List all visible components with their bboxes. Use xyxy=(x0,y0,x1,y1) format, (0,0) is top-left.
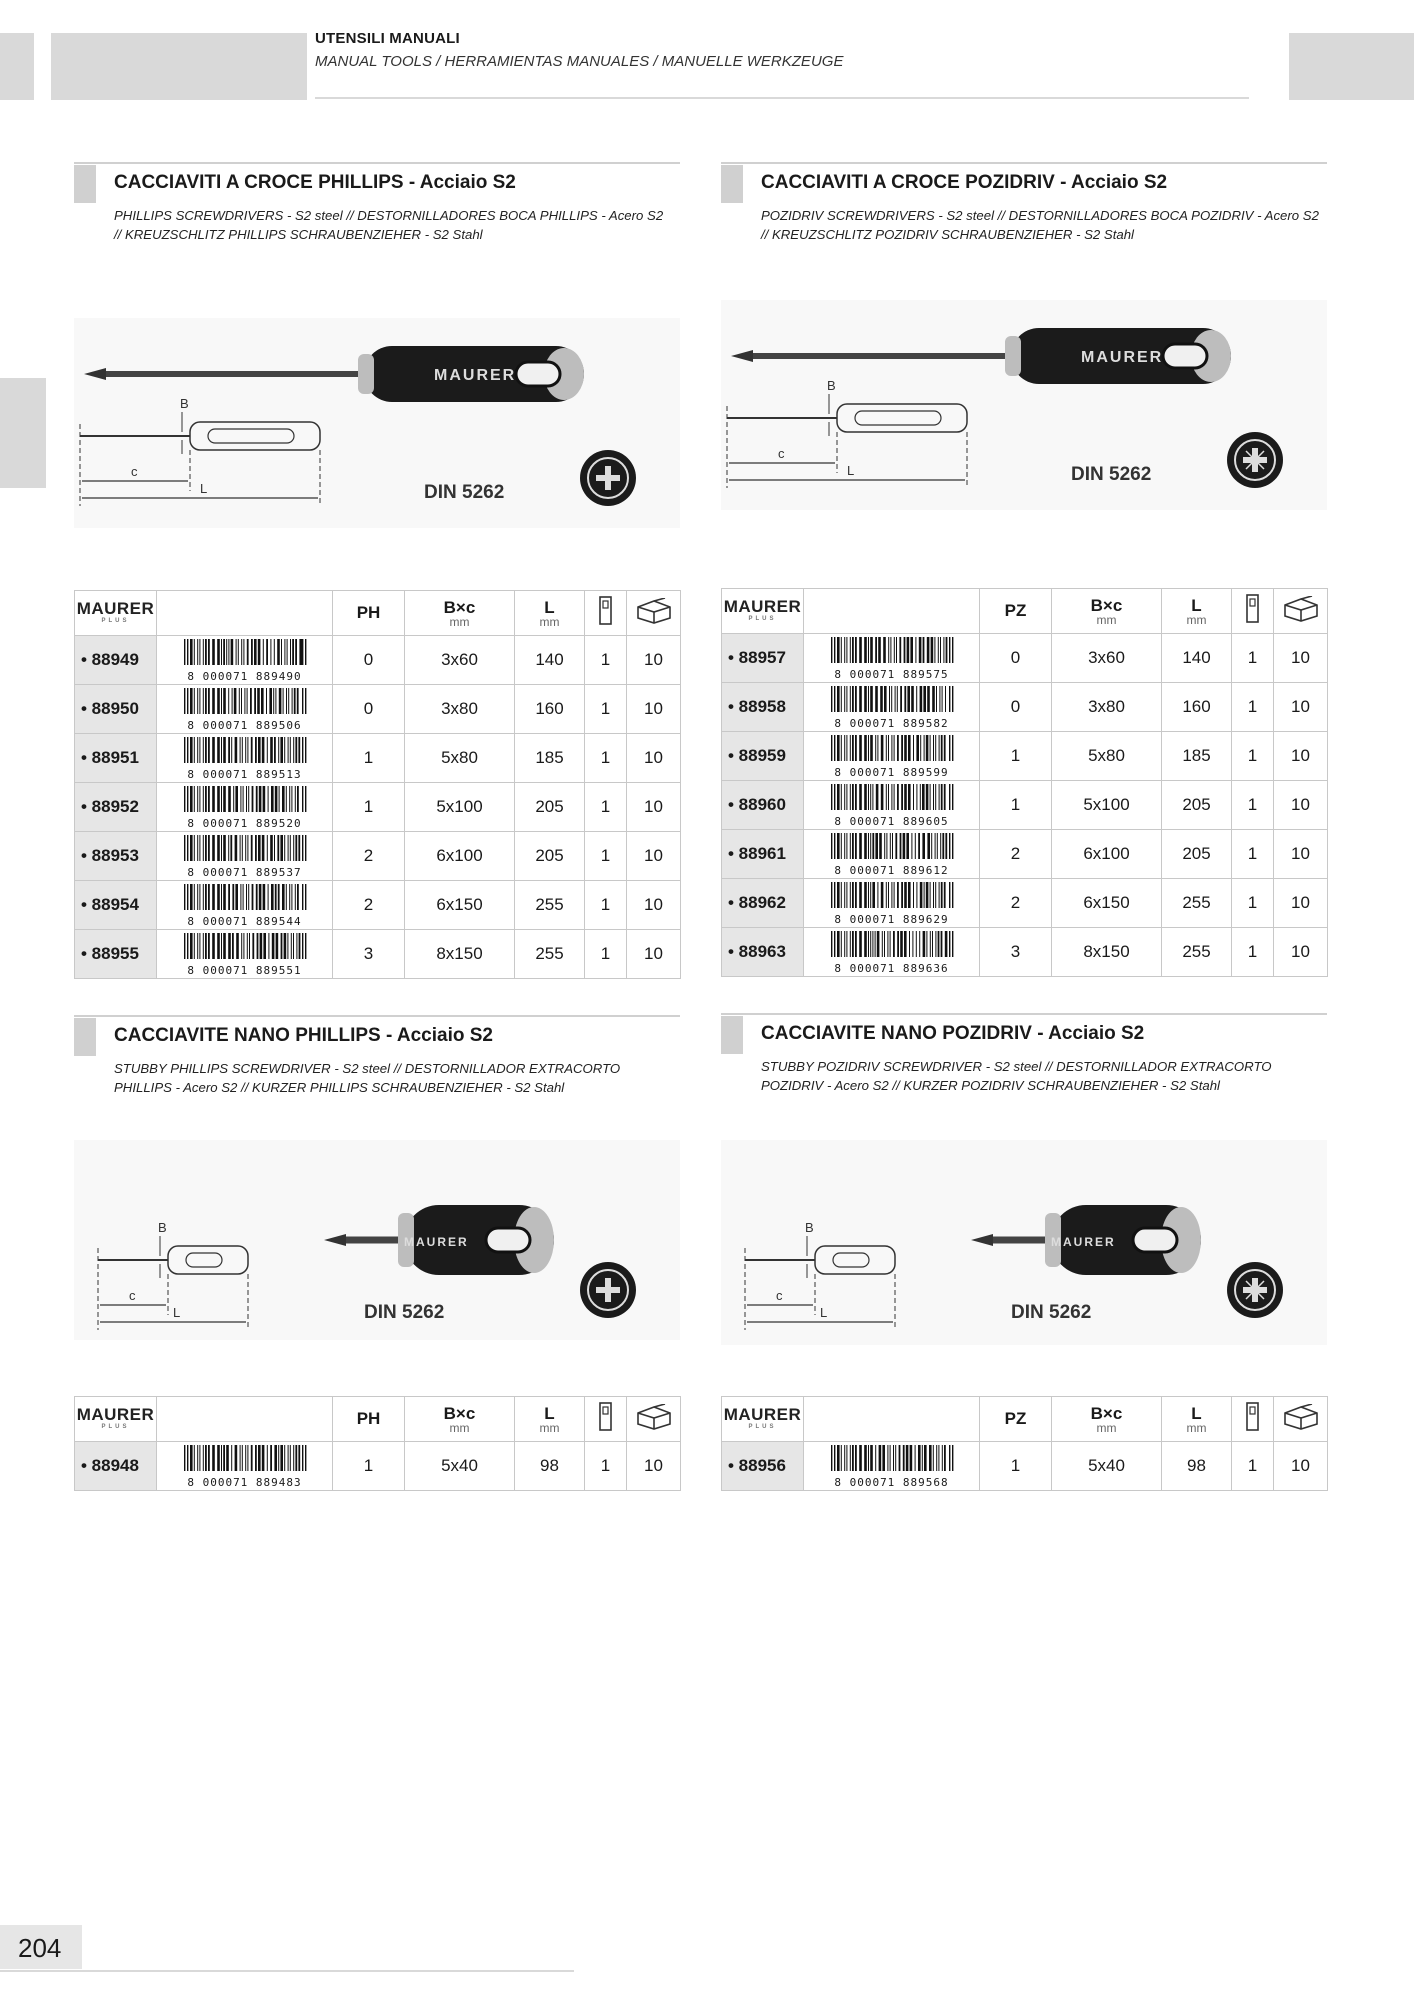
unit-pack-icon xyxy=(1232,589,1274,634)
table-header-row xyxy=(75,591,681,636)
box-qty: 10 xyxy=(1274,781,1328,830)
unit-qty: 1 xyxy=(1232,879,1274,928)
article-code: • 88962 xyxy=(722,879,804,928)
svg-text:B: B xyxy=(158,1220,167,1235)
barcode-icon xyxy=(180,639,310,670)
blade-size: 6x150 xyxy=(1052,879,1162,928)
svg-text:c: c xyxy=(129,1288,136,1303)
blade-size: 3x60 xyxy=(405,636,515,685)
section-description: PHILLIPS SCREWDRIVERS - S2 steel // DESTORNILLADORES BOCA PHILLIPS - Acero S2 // KREUZSCHLITZ PHILLIPS SCHRAUBENZIEHER - S2 Stahl xyxy=(114,208,664,242)
article-code: • 88954 xyxy=(75,881,157,930)
ean-number: 8 000071 889537 xyxy=(187,865,302,879)
length-header: L mm xyxy=(1162,589,1232,634)
table-header-row xyxy=(75,1397,681,1442)
ean-barcode xyxy=(804,830,980,879)
svg-text:c: c xyxy=(131,464,138,479)
product-table-phillips xyxy=(74,590,681,979)
unit-pack-icon xyxy=(585,591,627,636)
ean-number: 8 000071 889582 xyxy=(834,716,949,730)
total-length: 205 xyxy=(515,832,585,881)
ean-number: 8 000071 889544 xyxy=(187,914,302,928)
barcode-icon xyxy=(180,933,310,964)
section-title: CACCIAVITI A CROCE PHILLIPS - Acciaio S2 xyxy=(114,172,516,193)
blade-size: 5x100 xyxy=(1052,781,1162,830)
unit-qty: 1 xyxy=(585,930,627,979)
section-divider xyxy=(721,1013,1327,1015)
screwdriver-drawing xyxy=(74,1140,680,1340)
tip-size-header: PH xyxy=(333,1397,405,1442)
article-code: • 88961 xyxy=(722,830,804,879)
article-code: • 88948 xyxy=(75,1442,157,1491)
total-length: 98 xyxy=(515,1442,585,1491)
box-qty: 10 xyxy=(627,685,681,734)
ean-number: 8 000071 889636 xyxy=(834,961,949,975)
total-length: 160 xyxy=(515,685,585,734)
ean-barcode xyxy=(157,734,333,783)
table-row xyxy=(722,732,1328,781)
svg-text:B: B xyxy=(180,396,189,411)
blade-size: 5x40 xyxy=(1052,1442,1162,1491)
section-title: CACCIAVITE NANO PHILLIPS - Acciaio S2 xyxy=(114,1025,493,1046)
barcode-icon xyxy=(827,833,957,864)
unit-pack-icon xyxy=(1232,1397,1274,1442)
ean-barcode xyxy=(157,636,333,685)
ean-barcode xyxy=(804,928,980,977)
barcode-icon xyxy=(180,884,310,915)
table-row xyxy=(75,685,681,734)
box-qty: 10 xyxy=(627,783,681,832)
ean-barcode xyxy=(157,930,333,979)
tip-size: 3 xyxy=(980,928,1052,977)
total-length: 98 xyxy=(1162,1442,1232,1491)
svg-text:L: L xyxy=(847,463,855,478)
svg-text:L: L xyxy=(173,1305,181,1320)
brand-logo: MAURER PLUS xyxy=(722,589,804,634)
section-description: POZIDRIV SCREWDRIVERS - S2 steel // DESTORNILLADORES BOCA POZIDRIV - Acero S2 // KREUZSCHLITZ POZIDRIV SCHRAUBENZIEHER - S2 Stahl xyxy=(761,208,1319,242)
length-header: L mm xyxy=(515,591,585,636)
section-divider xyxy=(74,1015,680,1017)
table-row xyxy=(722,879,1328,928)
blade-size: 8x150 xyxy=(1052,928,1162,977)
total-length: 185 xyxy=(1162,732,1232,781)
screwdriver-drawing xyxy=(721,300,1327,510)
svg-text:DIN 5262: DIN 5262 xyxy=(1011,1302,1092,1323)
article-code: • 88953 xyxy=(75,832,157,881)
ean-number: 8 000071 889605 xyxy=(834,814,949,828)
total-length: 140 xyxy=(1162,634,1232,683)
blade-size: 8x150 xyxy=(405,930,515,979)
barcode-icon xyxy=(827,882,957,913)
total-length: 185 xyxy=(515,734,585,783)
unit-qty: 1 xyxy=(1232,732,1274,781)
unit-qty: 1 xyxy=(585,832,627,881)
svg-text:L: L xyxy=(200,481,208,496)
tip-size: 2 xyxy=(333,832,405,881)
table-row xyxy=(75,930,681,979)
total-length: 205 xyxy=(515,783,585,832)
bxc-header: B×c mm xyxy=(405,1397,515,1442)
article-code: • 88949 xyxy=(75,636,157,685)
product-image-phillips xyxy=(74,318,680,528)
section-stubby-phillips xyxy=(74,1015,680,1095)
ean-barcode xyxy=(804,879,980,928)
bxc-header: B×c mm xyxy=(1052,589,1162,634)
svg-text:DIN 5262: DIN 5262 xyxy=(364,1302,445,1323)
tip-size: 0 xyxy=(980,634,1052,683)
blade-size: 5x80 xyxy=(405,734,515,783)
box-qty: 10 xyxy=(1274,683,1328,732)
screwdriver-drawing xyxy=(721,1140,1327,1345)
header-grey-band xyxy=(51,33,307,100)
unit-qty: 1 xyxy=(1232,830,1274,879)
blade-size: 3x80 xyxy=(405,685,515,734)
box-pack-icon xyxy=(627,1397,681,1442)
blade-size: 6x100 xyxy=(1052,830,1162,879)
total-length: 205 xyxy=(1162,781,1232,830)
ean-barcode xyxy=(804,781,980,830)
brand-logo: MAURER PLUS xyxy=(75,591,157,636)
barcode-header xyxy=(157,591,333,636)
section-title: CACCIAVITE NANO POZIDRIV - Acciaio S2 xyxy=(761,1023,1145,1044)
ean-barcode xyxy=(804,634,980,683)
total-length: 160 xyxy=(1162,683,1232,732)
total-length: 255 xyxy=(515,930,585,979)
ean-barcode xyxy=(157,832,333,881)
length-header: L mm xyxy=(1162,1397,1232,1442)
barcode-icon xyxy=(827,784,957,815)
box-qty: 10 xyxy=(627,734,681,783)
product-image-stubby-phillips xyxy=(74,1140,680,1340)
bxc-header: B×c mm xyxy=(1052,1397,1162,1442)
tip-size: 0 xyxy=(333,685,405,734)
section-divider xyxy=(74,162,680,164)
svg-text:MAURER: MAURER xyxy=(434,367,517,384)
svg-text:B: B xyxy=(827,378,836,393)
box-pack-icon xyxy=(1274,589,1328,634)
article-code: • 88963 xyxy=(722,928,804,977)
table-row xyxy=(75,832,681,881)
svg-text:MAURER: MAURER xyxy=(1051,1235,1116,1249)
table-row xyxy=(722,781,1328,830)
tip-size: 0 xyxy=(333,636,405,685)
table-header-row xyxy=(722,1397,1328,1442)
tip-size: 0 xyxy=(980,683,1052,732)
tip-size: 1 xyxy=(333,1442,405,1491)
section-pozidriv xyxy=(721,162,1327,242)
box-qty: 10 xyxy=(1274,732,1328,781)
section-marker xyxy=(721,165,743,203)
unit-pack-icon xyxy=(585,1397,627,1442)
box-qty: 10 xyxy=(627,881,681,930)
side-tab-marker xyxy=(0,378,46,488)
unit-qty: 1 xyxy=(585,685,627,734)
table-row xyxy=(722,928,1328,977)
ean-number: 8 000071 889575 xyxy=(834,667,949,681)
svg-text:c: c xyxy=(778,446,785,461)
svg-text:L: L xyxy=(820,1305,828,1320)
unit-qty: 1 xyxy=(1232,1442,1274,1491)
barcode-icon xyxy=(180,737,310,768)
blade-size: 6x150 xyxy=(405,881,515,930)
svg-text:c: c xyxy=(776,1288,783,1303)
tip-size: 3 xyxy=(333,930,405,979)
product-table-stubby-pozidriv xyxy=(721,1396,1328,1491)
unit-qty: 1 xyxy=(585,1442,627,1491)
tip-size: 1 xyxy=(980,781,1052,830)
product-table-stubby-phillips xyxy=(74,1396,681,1491)
ean-barcode xyxy=(804,1442,980,1491)
product-table-pozidriv xyxy=(721,588,1328,977)
unit-qty: 1 xyxy=(585,881,627,930)
brand-logo: MAURER PLUS xyxy=(722,1397,804,1442)
blade-size: 3x60 xyxy=(1052,634,1162,683)
total-length: 255 xyxy=(1162,879,1232,928)
unit-qty: 1 xyxy=(585,636,627,685)
table-row xyxy=(722,683,1328,732)
box-qty: 10 xyxy=(627,832,681,881)
section-description: STUBBY PHILLIPS SCREWDRIVER - S2 steel // DESTORNILLADOR EXTRACORTO PHILLIPS - Acero S2 // KURZER PHILLIPS SCHRAUBENZIEHER - S2 Stahl xyxy=(114,1061,621,1095)
article-code: • 88958 xyxy=(722,683,804,732)
unit-qty: 1 xyxy=(1232,781,1274,830)
header-divider xyxy=(315,97,1249,99)
article-code: • 88950 xyxy=(75,685,157,734)
tip-size-header: PZ xyxy=(980,589,1052,634)
barcode-icon xyxy=(180,1445,310,1476)
ean-barcode xyxy=(804,683,980,732)
barcode-icon xyxy=(180,688,310,719)
header-grey-right xyxy=(1289,33,1414,100)
box-qty: 10 xyxy=(1274,634,1328,683)
tip-size: 2 xyxy=(980,830,1052,879)
table-row xyxy=(722,1442,1328,1491)
svg-text:DIN 5262: DIN 5262 xyxy=(424,482,505,503)
ean-barcode xyxy=(804,732,980,781)
table-row xyxy=(722,634,1328,683)
ean-barcode xyxy=(157,685,333,734)
ean-number: 8 000071 889490 xyxy=(187,669,302,683)
blade-size: 3x80 xyxy=(1052,683,1162,732)
screwdriver-drawing xyxy=(74,318,680,528)
total-length: 140 xyxy=(515,636,585,685)
barcode-header xyxy=(804,589,980,634)
ean-number: 8 000071 889483 xyxy=(187,1475,302,1489)
barcode-icon xyxy=(827,1445,957,1476)
blade-size: 5x80 xyxy=(1052,732,1162,781)
svg-text:B: B xyxy=(805,1220,814,1235)
brand-logo: MAURER PLUS xyxy=(75,1397,157,1442)
section-divider xyxy=(721,162,1327,164)
ean-barcode xyxy=(157,1442,333,1491)
tip-size-header: PZ xyxy=(980,1397,1052,1442)
barcode-icon xyxy=(180,786,310,817)
box-pack-icon xyxy=(627,591,681,636)
length-header: L mm xyxy=(515,1397,585,1442)
ean-number: 8 000071 889513 xyxy=(187,767,302,781)
box-qty: 10 xyxy=(627,636,681,685)
article-code: • 88959 xyxy=(722,732,804,781)
ean-barcode xyxy=(157,881,333,930)
barcode-header xyxy=(157,1397,333,1442)
box-qty: 10 xyxy=(627,1442,681,1491)
ean-barcode xyxy=(157,783,333,832)
tip-size: 1 xyxy=(980,732,1052,781)
table-row xyxy=(75,636,681,685)
tip-size-header: PH xyxy=(333,591,405,636)
article-code: • 88957 xyxy=(722,634,804,683)
total-length: 255 xyxy=(1162,928,1232,977)
barcode-icon xyxy=(827,735,957,766)
section-phillips xyxy=(74,162,680,242)
barcode-icon xyxy=(827,637,957,668)
box-qty: 10 xyxy=(627,930,681,979)
section-title: CACCIAVITI A CROCE POZIDRIV - Acciaio S2 xyxy=(761,172,1168,193)
article-code: • 88951 xyxy=(75,734,157,783)
table-row xyxy=(75,734,681,783)
svg-text:MAURER: MAURER xyxy=(404,1235,469,1249)
unit-qty: 1 xyxy=(1232,683,1274,732)
tip-size: 1 xyxy=(333,783,405,832)
blade-size: 5x100 xyxy=(405,783,515,832)
box-qty: 10 xyxy=(1274,830,1328,879)
unit-qty: 1 xyxy=(585,783,627,832)
barcode-icon xyxy=(827,686,957,717)
box-pack-icon xyxy=(1274,1397,1328,1442)
total-length: 255 xyxy=(515,881,585,930)
page-header-subtitle: MANUAL TOOLS / HERRAMIENTAS MANUALES / MANUELLE WERKZEUGE xyxy=(315,53,844,70)
box-qty: 10 xyxy=(1274,879,1328,928)
section-marker xyxy=(74,165,96,203)
ean-number: 8 000071 889520 xyxy=(187,816,302,830)
table-header-row xyxy=(722,589,1328,634)
svg-text:DIN 5262: DIN 5262 xyxy=(1071,464,1152,485)
unit-qty: 1 xyxy=(1232,928,1274,977)
page-header-title: UTENSILI MANUALI xyxy=(315,30,460,47)
total-length: 205 xyxy=(1162,830,1232,879)
page-number: 204 xyxy=(18,1933,62,1963)
article-code: • 88955 xyxy=(75,930,157,979)
box-qty: 10 xyxy=(1274,1442,1328,1491)
table-row xyxy=(75,1442,681,1491)
tip-size: 1 xyxy=(980,1442,1052,1491)
ean-number: 8 000071 889629 xyxy=(834,912,949,926)
ean-number: 8 000071 889506 xyxy=(187,718,302,732)
barcode-header xyxy=(804,1397,980,1442)
section-description: STUBBY POZIDRIV SCREWDRIVER - S2 steel // DESTORNILLADOR EXTRACORTO POZIDRIV - Acero S2 // KURZER POZIDRIV SCHRAUBENZIEHER - S2 Stahl xyxy=(761,1059,1272,1093)
unit-qty: 1 xyxy=(585,734,627,783)
section-stubby-pozidriv xyxy=(721,1013,1327,1093)
section-marker xyxy=(74,1018,96,1056)
table-row xyxy=(75,881,681,930)
product-image-stubby-pozidriv xyxy=(721,1140,1327,1345)
svg-text:MAURER: MAURER xyxy=(1081,349,1164,366)
tip-size: 2 xyxy=(333,881,405,930)
barcode-icon xyxy=(180,835,310,866)
blade-size: 6x100 xyxy=(405,832,515,881)
tip-size: 1 xyxy=(333,734,405,783)
table-row xyxy=(722,830,1328,879)
unit-qty: 1 xyxy=(1232,634,1274,683)
header-grey-left xyxy=(0,33,34,100)
barcode-icon xyxy=(827,931,957,962)
ean-number: 8 000071 889612 xyxy=(834,863,949,877)
tip-size: 2 xyxy=(980,879,1052,928)
section-marker xyxy=(721,1016,743,1054)
blade-size: 5x40 xyxy=(405,1442,515,1491)
ean-number: 8 000071 889599 xyxy=(834,765,949,779)
bxc-header: B×c mm xyxy=(405,591,515,636)
product-image-pozidriv xyxy=(721,300,1327,510)
ean-number: 8 000071 889551 xyxy=(187,963,302,977)
article-code: • 88960 xyxy=(722,781,804,830)
footer-divider xyxy=(0,1970,574,1972)
article-code: • 88956 xyxy=(722,1442,804,1491)
ean-number: 8 000071 889568 xyxy=(834,1475,949,1489)
box-qty: 10 xyxy=(1274,928,1328,977)
article-code: • 88952 xyxy=(75,783,157,832)
table-row xyxy=(75,783,681,832)
